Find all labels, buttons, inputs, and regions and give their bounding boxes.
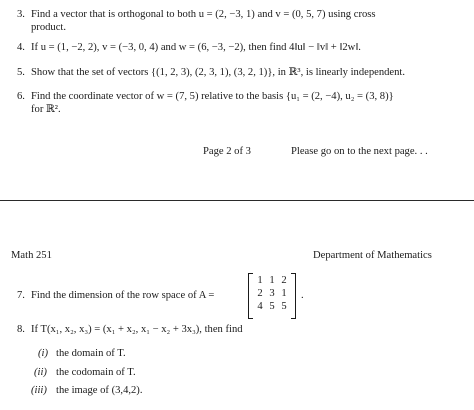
problem-4-number: 4. xyxy=(17,42,25,53)
problem-6-text-cont: for ℝ². xyxy=(31,104,61,115)
matrix-cell: 2 xyxy=(257,288,263,300)
matrix-cell: 4 xyxy=(257,301,263,313)
problem-5-text: Show that the set of vectors {(1, 2, 3), (2, 3, 1), (3, 2, 1)}, in ℝ³, is linearly independent. xyxy=(31,67,406,78)
matrix-left-bracket xyxy=(248,273,253,319)
department-header: Department of Mathematics xyxy=(313,250,432,261)
matrix-cell: 3 xyxy=(269,288,275,300)
matrix-right-bracket xyxy=(291,273,296,319)
problem-8-text: If T(x₁, x₂, x₃) = (x₁ + x₂, x₁ − x₂ + 3x₃), then find xyxy=(31,324,243,335)
matrix-cell: 1 xyxy=(257,275,263,287)
matrix-cell: 5 xyxy=(281,301,287,313)
page-separator xyxy=(0,200,474,231)
matrix-cell: 2 xyxy=(281,275,287,287)
problem-7-period: . xyxy=(301,290,304,301)
matrix-a xyxy=(248,273,296,317)
part-iii-text: the image of (3,4,2). xyxy=(56,385,143,396)
part-i-label: (i) xyxy=(38,348,48,359)
matrix-cell: 1 xyxy=(281,288,287,300)
problem-3-number: 3. xyxy=(17,9,25,20)
matrix-cell: 1 xyxy=(269,275,275,287)
problem-8-number: 8. xyxy=(17,324,25,335)
part-i-text: the domain of T. xyxy=(56,348,126,359)
problem-7-number: 7. xyxy=(17,290,25,301)
matrix-cell: 5 xyxy=(269,301,275,313)
part-ii-text: the codomain of T. xyxy=(56,367,136,378)
continue-note: Please go on to the next page. . . xyxy=(291,146,428,157)
problem-7-text: Find the dimension of the row space of A = xyxy=(31,290,215,301)
problem-3-text: Find a vector that is orthogonal to both u = (2, −3, 1) and v = (0, 5, 7) using cross xyxy=(31,9,376,20)
problem-6-text: Find the coordinate vector of w = (7, 5) relative to the basis {u₁ = (2, −4), u₂ = (3, 8)} xyxy=(31,91,394,102)
problem-4-text: If u = (1, −2, 2), v = (−3, 0, 4) and w = (6, −3, −2), then find 4‖u‖ − ‖v‖ + ‖2w‖. xyxy=(31,42,361,53)
part-ii-label: (ii) xyxy=(34,367,47,378)
problem-6-number: 6. xyxy=(17,91,25,102)
course-header: Math 251 xyxy=(11,250,52,261)
part-iii-label: (iii) xyxy=(31,385,47,396)
matrix-a-entries xyxy=(254,275,290,314)
page-number: Page 2 of 3 xyxy=(203,146,251,157)
problem-3-text-cont: product. xyxy=(31,22,67,33)
problem-5-number: 5. xyxy=(17,67,25,78)
